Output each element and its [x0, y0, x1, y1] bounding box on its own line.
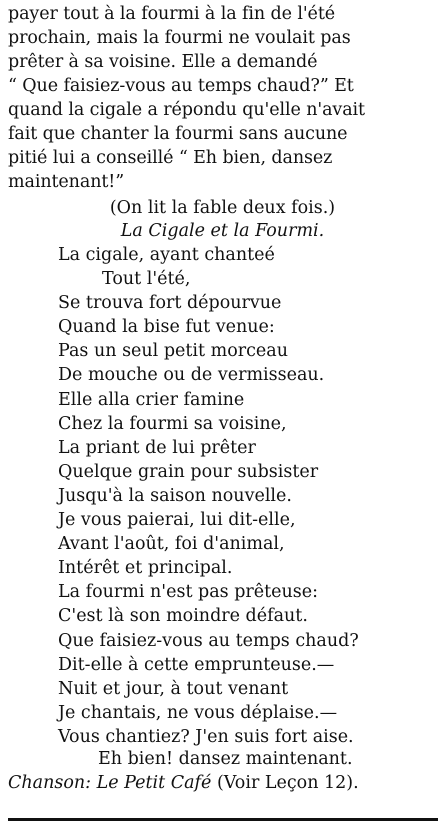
poem-verse: Vous chantiez? J'en suis fort aise.: [58, 726, 354, 747]
poem-verse: La fourmi n'est pas prêteuse:: [58, 582, 319, 603]
poem-verse: Avant l'août, foi d'animal,: [58, 534, 285, 555]
poem-verse: Se trouva fort dépourvue: [58, 293, 282, 314]
poem-verse: Pas un seul petit morceau: [58, 341, 288, 362]
poem-verse: Jusqu'à la saison nouvelle.: [58, 485, 292, 506]
prose-line: maintenant!”: [8, 172, 125, 192]
poem-verse: Que faisiez-vous au temps chaud?: [58, 630, 359, 651]
story-paragraph: [8, 2, 438, 194]
lesson-reference: (Voir Leçon 12).: [211, 773, 359, 793]
poem-verse: Chez la fourmi sa voisine,: [58, 413, 287, 434]
poem-verse: C'est là son moindre défaut.: [58, 606, 308, 627]
prose-line: fait que chanter la fourmi sans aucune: [8, 124, 348, 144]
poem-verse: De mouche ou de vermisseau.: [58, 365, 325, 386]
prose-line: pitié lui a conseillé “ Eh bien, dansez: [8, 148, 333, 168]
poem-verse-final: Eh bien! dansez maintenant.: [98, 749, 353, 769]
poem-verse: Intérêt et principal.: [58, 558, 233, 579]
poem-verse: Quelque grain pour subsister: [58, 461, 319, 482]
poem-verse: La cigale, ayant chanteé: [58, 245, 275, 265]
section-divider: [8, 818, 438, 821]
poem-verse: Elle alla crier famine: [58, 389, 245, 410]
poem-verse: La priant de lui prêter: [58, 437, 256, 458]
fable-poem: [58, 243, 359, 749]
poem-verse: Dit-elle à cette emprunteuse.—: [58, 654, 335, 675]
song-title: Chanson: Le Petit Café: [8, 773, 212, 793]
poem-verse: Je chantais, ne vous déplaise.—: [58, 702, 338, 723]
poem-verse: Nuit et jour, à tout venant: [58, 678, 289, 699]
song-reference: [8, 771, 359, 795]
poem-verse: Quand la bise fut venue:: [58, 317, 275, 338]
poem-verse: Je vous paierai, lui dit-elle,: [58, 510, 296, 531]
prose-line: prêter à sa voisine. Elle a demandé: [8, 52, 318, 72]
fable-title: La Cigale et la Fourmi.: [120, 221, 325, 241]
poem-verse: Tout l'été,: [102, 269, 191, 290]
prose-line: “ Que faisiez-vous au temps chaud?” Et: [8, 76, 354, 96]
reading-instruction: (On lit la fable deux fois.): [109, 198, 336, 218]
prose-line: quand la cigale a répondu qu'elle n'avait: [8, 100, 365, 120]
prose-line: payer tout à la fourmi à la fin de l'été: [8, 4, 336, 24]
prose-line: prochain, mais la fourmi ne voulait pas: [8, 28, 351, 48]
